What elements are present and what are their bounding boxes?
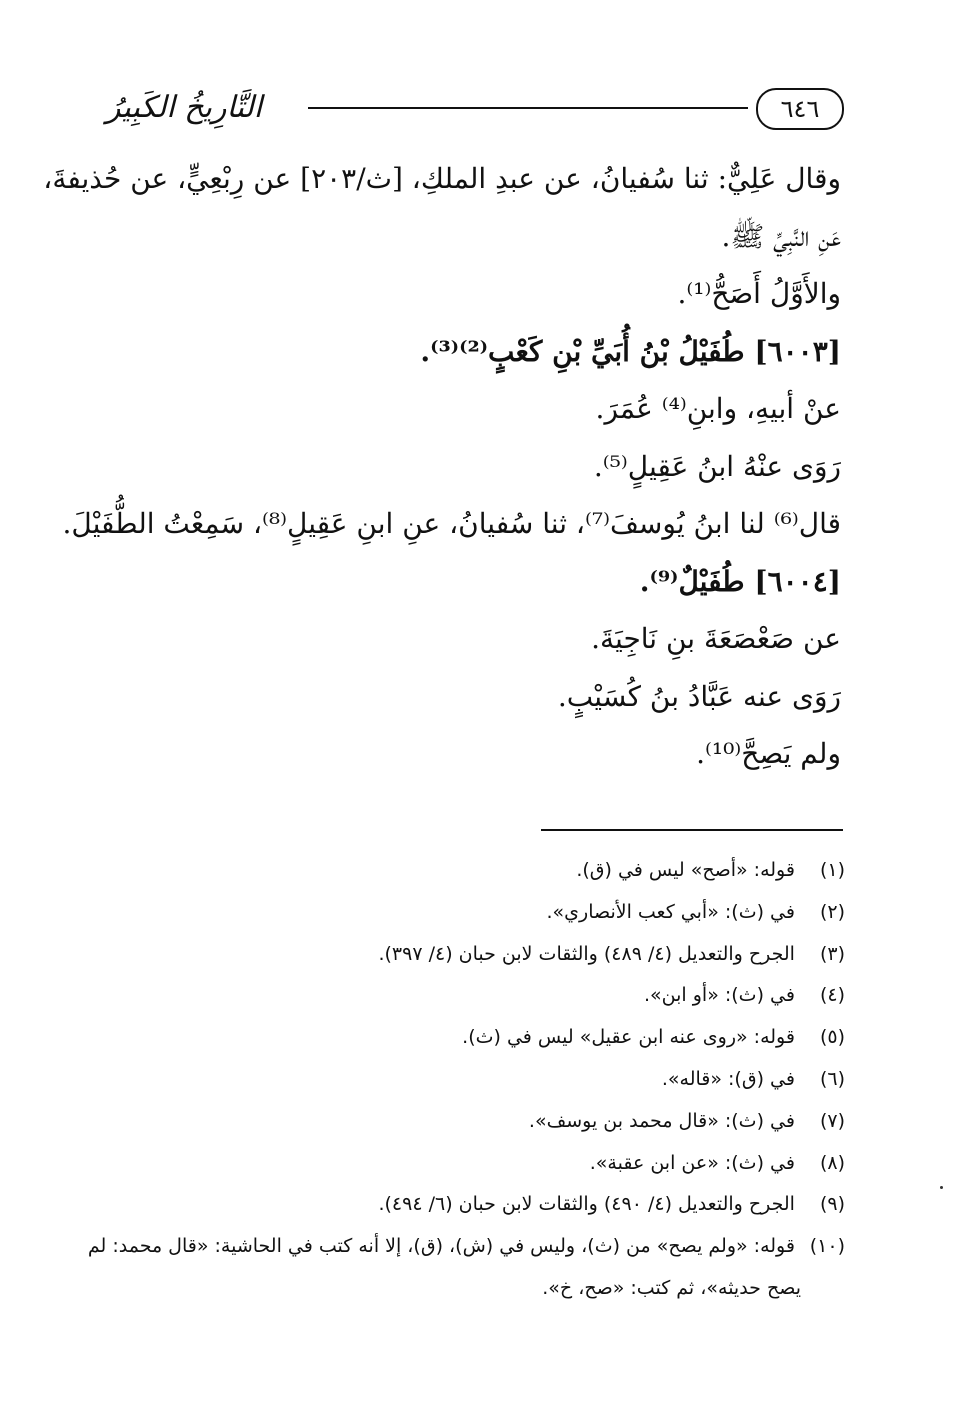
- footnote: [105, 892, 845, 934]
- footnote-text: قوله: «روى عنه ابن عقيل» ليس في (ث).: [462, 1026, 795, 1049]
- footnote-number: (١٠): [809, 1235, 845, 1258]
- text-line: رَوَى عنه عَبَّادُ بنُ كُسَيْبٍ.: [557, 679, 841, 713]
- footnote: [105, 1143, 845, 1185]
- footnote-text: قوله: «أصح» ليس في (ق).: [576, 859, 795, 881]
- text-line: عَنِ النَّبِيِّ ﷺ.: [721, 219, 841, 253]
- text-line: والأَوَّلُ أَصَحُّ⁽¹⁾.: [677, 277, 841, 310]
- header-rule: [308, 107, 748, 109]
- text-line: عن صَعْصَعَةَ بنِ نَاجِيَةَ.: [591, 622, 841, 655]
- footnote: [105, 1059, 845, 1101]
- main-text: [43, 150, 841, 783]
- footnote-text: في (ث): «أبي كعب الأنصاري».: [546, 900, 795, 923]
- page-header: [100, 88, 844, 140]
- margin-mark: [940, 1186, 943, 1189]
- footnote: [105, 1017, 845, 1059]
- footnote-text: في (ث): «عن ابن عقبة».: [589, 1151, 795, 1174]
- text-line: وقال عَلِيٌّ: ثنا سُفيانُ، عن عبدِ الملكِ، [ث/٢٠٣] عن رِبْعِيٍّ، عن حُذيفةَ،: [43, 162, 841, 195]
- text-line: عنْ أبيهِ، وابنِ⁽⁴⁾ عُمَرَ.: [595, 392, 841, 425]
- running-title: التَّارِيخُ الكَبِيرُ: [106, 90, 263, 125]
- entry-heading: [٦٠٠٤] طُفَيْلٌ⁽⁹⁾.: [639, 564, 841, 598]
- footnote-number: (٥): [819, 1026, 845, 1049]
- footnote-number: (٩): [819, 1193, 845, 1216]
- footnote-text: في (ق): «قاله».: [661, 1067, 795, 1090]
- footnote-text: قوله: «ولم يصح» من (ث)، وليس في (ش)، (ق)، إلا أنه كتب في الحاشية: «قال محمد: لم: [87, 1235, 795, 1258]
- footnote: [105, 1184, 845, 1226]
- footnote-text: الجرح والتعديل (٤/ ٤٨٩) والثقات لابن حبان (٤/ ٣٩٧).: [378, 942, 795, 965]
- footnote-text: في (ث): «أو ابن».: [644, 984, 795, 1007]
- text-line: قال⁽⁶⁾ لنا ابنُ يُوسفَ⁽⁷⁾، ثنا سُفيانُ، عنِ ابنِ عَقِيلٍ⁽⁸⁾، سَمِعْتُ الطُّفَيْلَ.: [62, 507, 841, 540]
- text-line: رَوَى عنْهُ ابنُ عَقِيلٍ⁽⁵⁾.: [593, 449, 841, 483]
- footnote: [105, 975, 845, 1017]
- footnote: [105, 850, 845, 892]
- footnotes: [87, 850, 845, 1310]
- footnote-number: (٢): [819, 900, 845, 923]
- footnote-number: (٦): [819, 1067, 845, 1090]
- footnote-text: الجرح والتعديل (٤/ ٤٩٠) والثقات لابن حبان (٦/ ٤٩٤).: [378, 1193, 795, 1216]
- footnote-separator: [541, 829, 843, 831]
- page-number: ٦٤٦: [756, 88, 844, 130]
- footnote: [105, 1101, 845, 1143]
- entry-heading: [٦٠٠٣] طُفَيْلُ بْنُ أُبَيِّ بْنِ كَعْبٍ⁽²⁾⁽³⁾.: [420, 334, 841, 368]
- footnote-number: (٨): [819, 1151, 845, 1174]
- footnote-number: (١): [819, 859, 845, 881]
- footnote: [87, 1226, 845, 1268]
- text-line: ولم يَصِحَّ⁽¹⁰⁾.: [696, 737, 841, 770]
- footnote-number: (٧): [819, 1109, 845, 1132]
- footnote-continuation: يصح حديثه»، ثم كتب: «صح، خ».: [542, 1276, 801, 1299]
- footnote-text: في (ث): «قال محمد بن يوسف».: [528, 1109, 795, 1132]
- footnote: [105, 934, 845, 976]
- footnote-number: (٣): [819, 942, 845, 965]
- footnote-number: (٤): [819, 984, 845, 1007]
